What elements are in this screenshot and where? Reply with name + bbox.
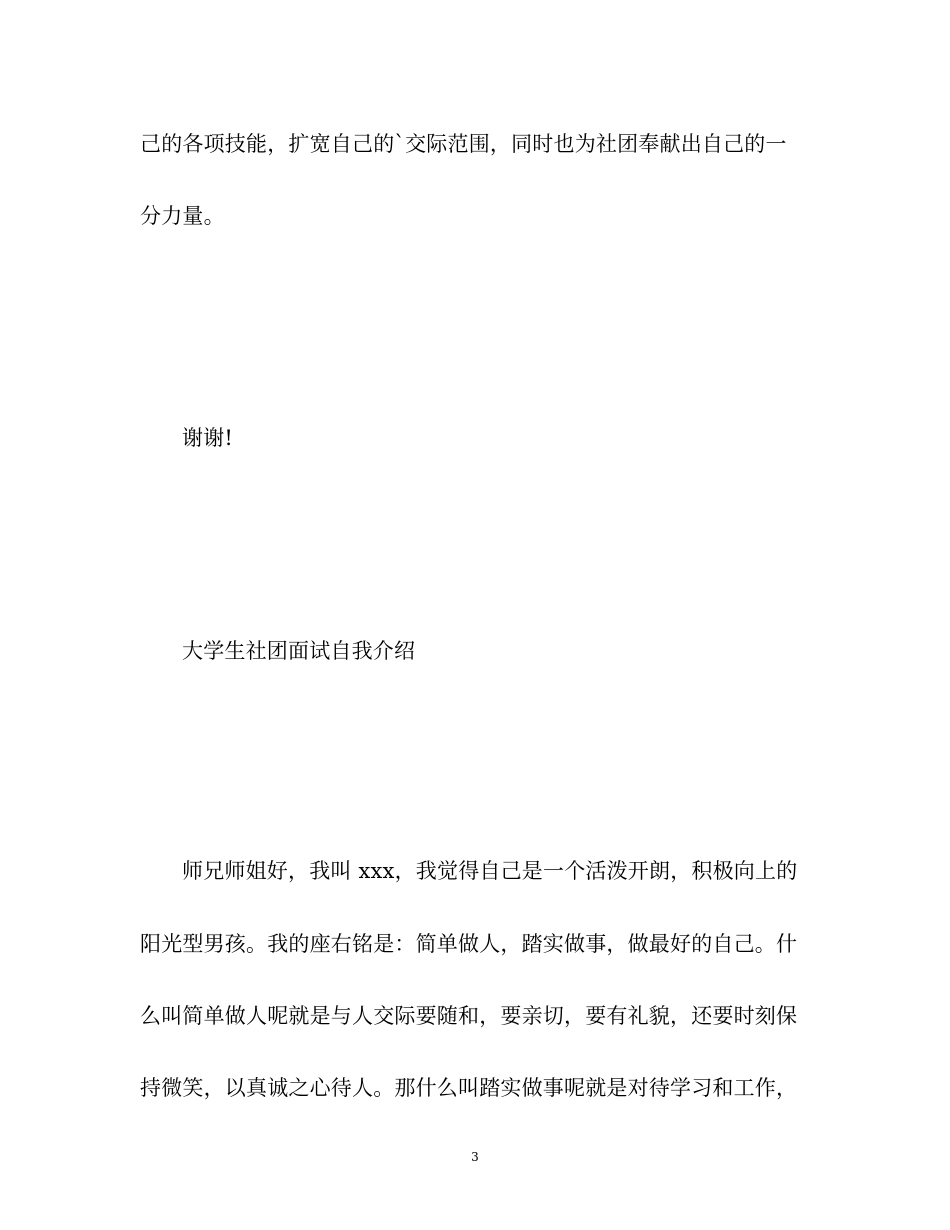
paragraph-line: 持微笑，以真诚之心待人。那什么叫踏实做事呢就是对待学习和工作， xyxy=(140,1076,798,1100)
paragraph-line: 么叫简单做人呢就是与人交际要随和，要亲切，要有礼貌，还要时刻保 xyxy=(140,1004,798,1028)
paragraph-line: 阳光型男孩。我的座右铭是：简单做人，踏实做事，做最好的自己。什 xyxy=(140,932,798,956)
paragraph-line: 分力量。 xyxy=(140,204,225,228)
section-heading: 大学生社团面试自我介绍 xyxy=(182,639,416,663)
thanks-text: 谢谢! xyxy=(182,426,234,450)
page-number: 3 xyxy=(471,1150,479,1164)
paragraph-line: 己的各项技能，扩宽自己的`交际范围，同时也为社团奉献出自己的一 xyxy=(140,132,787,156)
paragraph-line: 师兄师姐好，我叫 xxx，我觉得自己是一个活泼开朗，积极向上的 xyxy=(182,859,798,883)
